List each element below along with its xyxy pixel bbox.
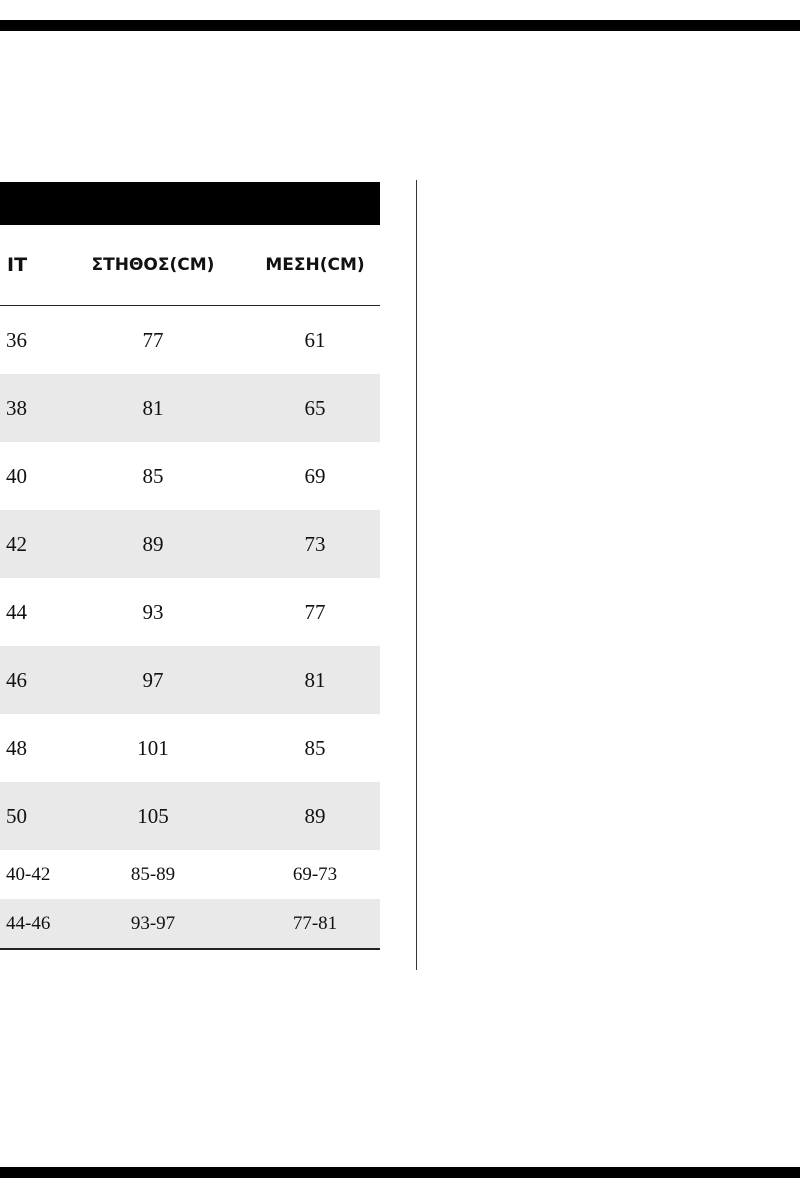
cell-waist: 61 [304,327,326,352]
cell-waist: 81 [304,667,326,692]
cell-it: 44-46 [6,912,51,934]
table-title-bar [0,182,380,225]
cell-waist: 85 [304,735,326,760]
top-border-bar [0,20,800,31]
table-row [0,850,380,899]
cell-it: 40-42 [6,863,51,885]
cell-chest: 93 [142,599,164,624]
cell-it: 36 [6,327,27,352]
table-row [0,578,380,646]
cell-it: 44 [6,599,27,624]
table-bottom-rule [0,948,380,950]
table-row [0,510,380,578]
cell-chest: 81 [142,395,164,420]
cell-it: 48 [6,735,27,760]
cell-chest: 97 [142,667,164,692]
cell-chest: 105 [137,803,169,828]
cell-it: 46 [6,667,27,692]
table-row [0,899,380,948]
column-header-it: IT [7,254,28,276]
cell-waist: 89 [304,803,326,828]
table-row [0,714,380,782]
cell-waist: 73 [304,531,326,556]
cell-waist: 69-73 [292,863,338,885]
table-row [0,782,380,850]
cell-chest: 85 [142,463,164,488]
table-column-headers [0,225,380,306]
table-row [0,374,380,442]
vertical-divider [416,180,417,970]
cell-it: 50 [6,803,27,828]
size-table [0,182,380,950]
bottom-border-bar [0,1167,800,1178]
table-row [0,442,380,510]
cell-chest: 93-97 [130,912,176,934]
column-header-chest: ΣΤΗΘΟΣ(CM) [91,255,215,275]
cell-chest: 101 [137,735,169,760]
cell-chest: 77 [142,327,164,352]
cell-waist: 69 [304,463,326,488]
cell-it: 40 [6,463,27,488]
cell-chest: 89 [142,531,164,556]
cell-chest: 85-89 [130,863,176,885]
cell-it: 42 [6,531,27,556]
cell-waist: 65 [304,395,326,420]
column-header-waist: ΜΕΣΗ(CM) [265,255,365,275]
table-row [0,306,380,374]
cell-waist: 77-81 [292,912,338,934]
cell-it: 38 [6,395,27,420]
cell-waist: 77 [304,599,326,624]
table-row [0,646,380,714]
